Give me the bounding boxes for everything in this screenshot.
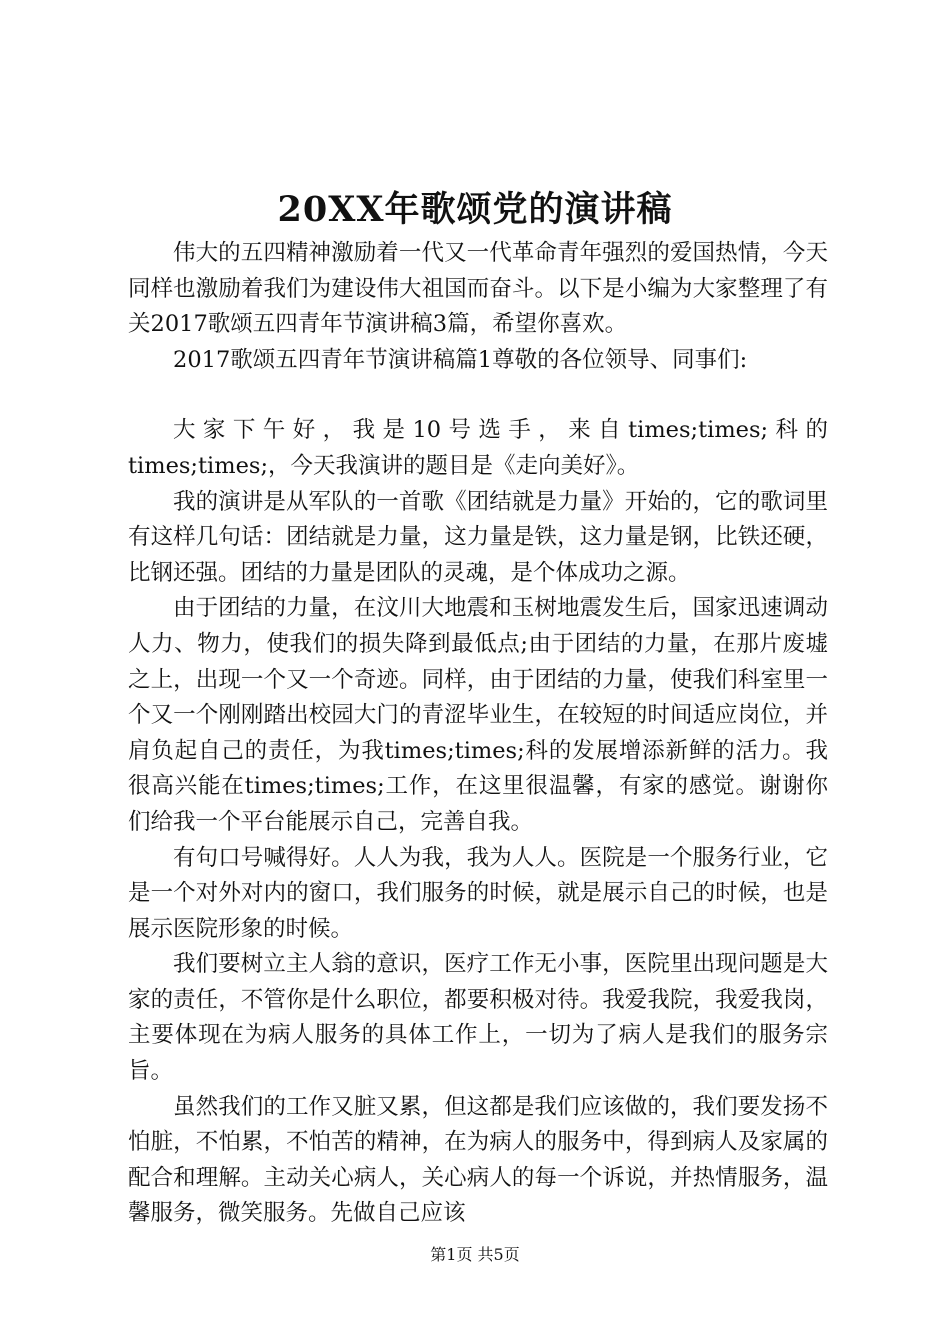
page-number-footer: 第1页 共5页 <box>430 1245 520 1264</box>
document-title: 20XX年歌颂党的演讲稿 <box>277 189 673 230</box>
document-body <box>128 236 828 1232</box>
paragraph-speech-heading: 2017歌颂五四青年节演讲稿篇1尊敬的各位领导、同事们: <box>173 346 748 373</box>
paragraph-song: 我的演讲是从军队的一首歌《团结就是力量》开始的，它的歌词里有这样几句话：团结就是力量，这力量是铁，这力量是钢，比铁还硬，比钢还强。团结的力量是团队的灵魂，是个体成功之源。 <box>128 488 828 586</box>
paragraph-intro: 伟大的五四精神激励着一代又一代革命青年强烈的爱国热情，今天同样也激励着我们为建设伟大祖国而奋斗。以下是小编为大家整理了有关2017歌颂五四青年节演讲稿3篇，希望你喜欢。 <box>128 240 828 338</box>
paragraph-unity: 由于团结的力量，在汶川大地震和玉树地震发生后，国家迅速调动人力、物力，使我们的损失降到最低点;由于团结的力量，在那片废墟之上，出现一个又一个奇迹。同样，由于团结的力量，使我们科室里一个又一个刚刚踏出校园大门的青涩毕业生，在较短的时间适应岗位，并肩负起自己的责任，为我times;times;科的发展增添新鲜的活力。我很高兴能在times;times;工作，在这里很温馨，有家的感觉。谢谢你们给我一个平台能展示自己，完善自我。 <box>128 595 828 835</box>
paragraph-service: 虽然我们的工作又脏又累，但这都是我们应该做的，我们要发扬不怕脏，不怕累，不怕苦的精神，在为病人的服务中，得到病人及家属的配合和理解。主动关心病人，关心病人的每一个诉说，并热情服务，温馨服务，微笑服务。先做自己应该 <box>128 1093 828 1227</box>
paragraph-ownership: 我们要树立主人翁的意识，医疗工作无小事，医院里出现问题是大家的责任，不管你是什么职位，都要积极对待。我爱我院，我爱我岗，主要体现在为病人服务的具体工作上，一切为了病人是我们的服务宗旨。 <box>128 951 828 1085</box>
paragraph-greeting: 大家下午好，我是10号选手，来自times;times;科的times;times;，今天我演讲的题目是《走向美好》。 <box>128 417 828 479</box>
paragraph-slogan: 有句口号喊得好。人人为我，我为人人。医院是一个服务行业，它是一个对外对内的窗口，我们服务的时候，就是展示自己的时候，也是展示医院形象的时候。 <box>128 844 828 942</box>
